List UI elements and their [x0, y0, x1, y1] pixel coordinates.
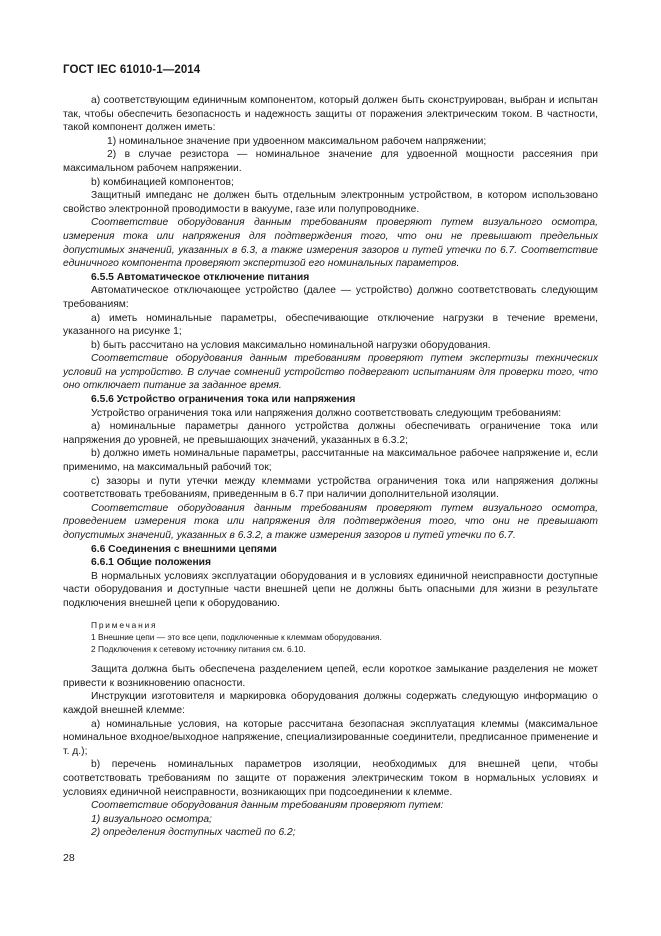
paragraph: b) быть рассчитано на условия максимально номинальной нагрузки оборудования. — [91, 339, 491, 351]
paragraph: b) комбинацией компонентов; — [91, 176, 234, 188]
standard-header: ГОСТ IEC 61010-1—2014 — [63, 64, 201, 76]
compliance-paragraph: Соответствие оборудования данным требованиям проверяют путем визуального осмотра, измерения тока или напряжения для подтверждения того, что они не превышают предельных допустимых значений, указанных в 6.3, а также измерения зазоров и путей утечки по 6.7. Соответствие единичного компонента проверяют экспертизой его номинальных параметров. — [63, 217, 598, 270]
note-item: 1 Внешние цепи — это все цепи, подключенные к клеммам оборудования. — [91, 631, 382, 642]
paragraph: a) номинальные параметры данного устройства должны обеспечивать ограничение тока или напряжения до уровней, не превышающих значений, указанных в 6.3.2; — [63, 421, 598, 446]
paragraph: Устройство ограничения тока или напряжения должно соответствовать следующим требованиям: — [91, 407, 562, 419]
paragraph: В нормальных условиях эксплуатации оборудования и в условиях единичной неисправности доступные части оборудования и доступные части внешней цепи не должны быть опасными для жизни в результате подключения внешней цепи к оборудованию. — [63, 570, 598, 609]
compliance-paragraph: Соответствие оборудования данным требованиям проверяют путем визуального осмотра, проведением измерения тока или напряжения для подтверждения того, что они не превышают допустимых значений, указанных в 6.3.2, а также измерения зазоров и путей утечки по 6.7. — [63, 502, 598, 541]
section-heading: 6.6.1 Общие положения — [91, 557, 211, 569]
paragraph: a) номинальные условия, на которые рассчитана безопасная эксплуатация клеммы (максимальное номинальное входное/выходное напряжение, специализированные соединители, предписанное применение и т. д.); — [63, 718, 598, 757]
section-heading: 6.5.6 Устройство ограничения тока или напряжения — [91, 394, 356, 406]
sub-list-item: 1) номинальное значение при удвоенном максимальном рабочем напряжении; — [107, 135, 487, 147]
paragraph: Инструкции изготовителя и маркировка оборудования должны содержать следующую информацию о каждой внешней клемме: — [63, 691, 598, 716]
page-number: 28 — [63, 852, 75, 864]
notes-block — [63, 619, 598, 656]
note-item: 2 Подключения к сетевому источнику питания см. 6.10. — [91, 643, 306, 654]
paragraph: a) соответствующим единичным компонентом, который должен быть сконструирован, выбран и испытан так, чтобы обеспечить безопасность и надежность защиты от поражения электрическим током. В частности, такой компонент должен иметь: — [63, 95, 598, 134]
compliance-paragraph: Соответствие оборудования данным требованиям проверяют путем экспертизы технических условий на устройство. В случае сомнений устройство подвергают испытаниям для проверки того, что оно отключает питание за заданное время. — [63, 353, 598, 392]
sub-list-item: 2) в случае резистора — номинальное значение для удвоенной мощности рассеяния при максимальном рабочем напряжении. — [63, 149, 598, 174]
paragraph: c) зазоры и пути утечки между клеммами устройства ограничения тока или напряжения должны соответствовать требованиям, приведенным в 6.7 при наличии дополнительной изоляции. — [63, 475, 598, 501]
compliance-paragraph: Соответствие оборудования данным требованиям проверяют путем: — [91, 800, 444, 812]
paragraph: b) должно иметь номинальные параметры, рассчитанные на максимальное рабочее напряжение и, если применимо, на максимальный рабочий ток; — [63, 448, 598, 474]
paragraph: Защитный импеданс не должен быть отдельным электронным устройством, в котором использовано свойство электронной проводимости в вакууме, газе или полупроводнике. — [63, 190, 598, 215]
paragraph: a) иметь номинальные параметры, обеспечивающие отключение нагрузки в течение времени, указанного на рисунке 1; — [63, 312, 598, 338]
document-body — [63, 94, 598, 840]
compliance-paragraph: 1) визуального осмотра; — [91, 813, 212, 825]
section-heading: 6.5.5 Автоматическое отключение питания — [91, 271, 310, 283]
paragraph: Защита должна быть обеспечена разделением цепей, если короткое замыкание разделения не может привести к возникновению опасности. — [63, 664, 598, 689]
section-heading: 6.6 Соединения с внешними цепями — [91, 543, 277, 555]
paragraph: Автоматическое отключающее устройство (далее — устройство) должно соответствовать следующим требованиям: — [63, 285, 598, 310]
paragraph: b) перечень номинальных параметров изоляции, необходимых для внешней цепи, чтобы соответствовать требованиям по защите от поражения электрическим током в нормальных условиях и условиях единичной неисправности, возникающих при подсоединении к клемме. — [63, 759, 598, 798]
compliance-paragraph: 2) определения доступных частей по 6.2; — [91, 827, 296, 839]
notes-title: Примечания — [91, 619, 158, 630]
